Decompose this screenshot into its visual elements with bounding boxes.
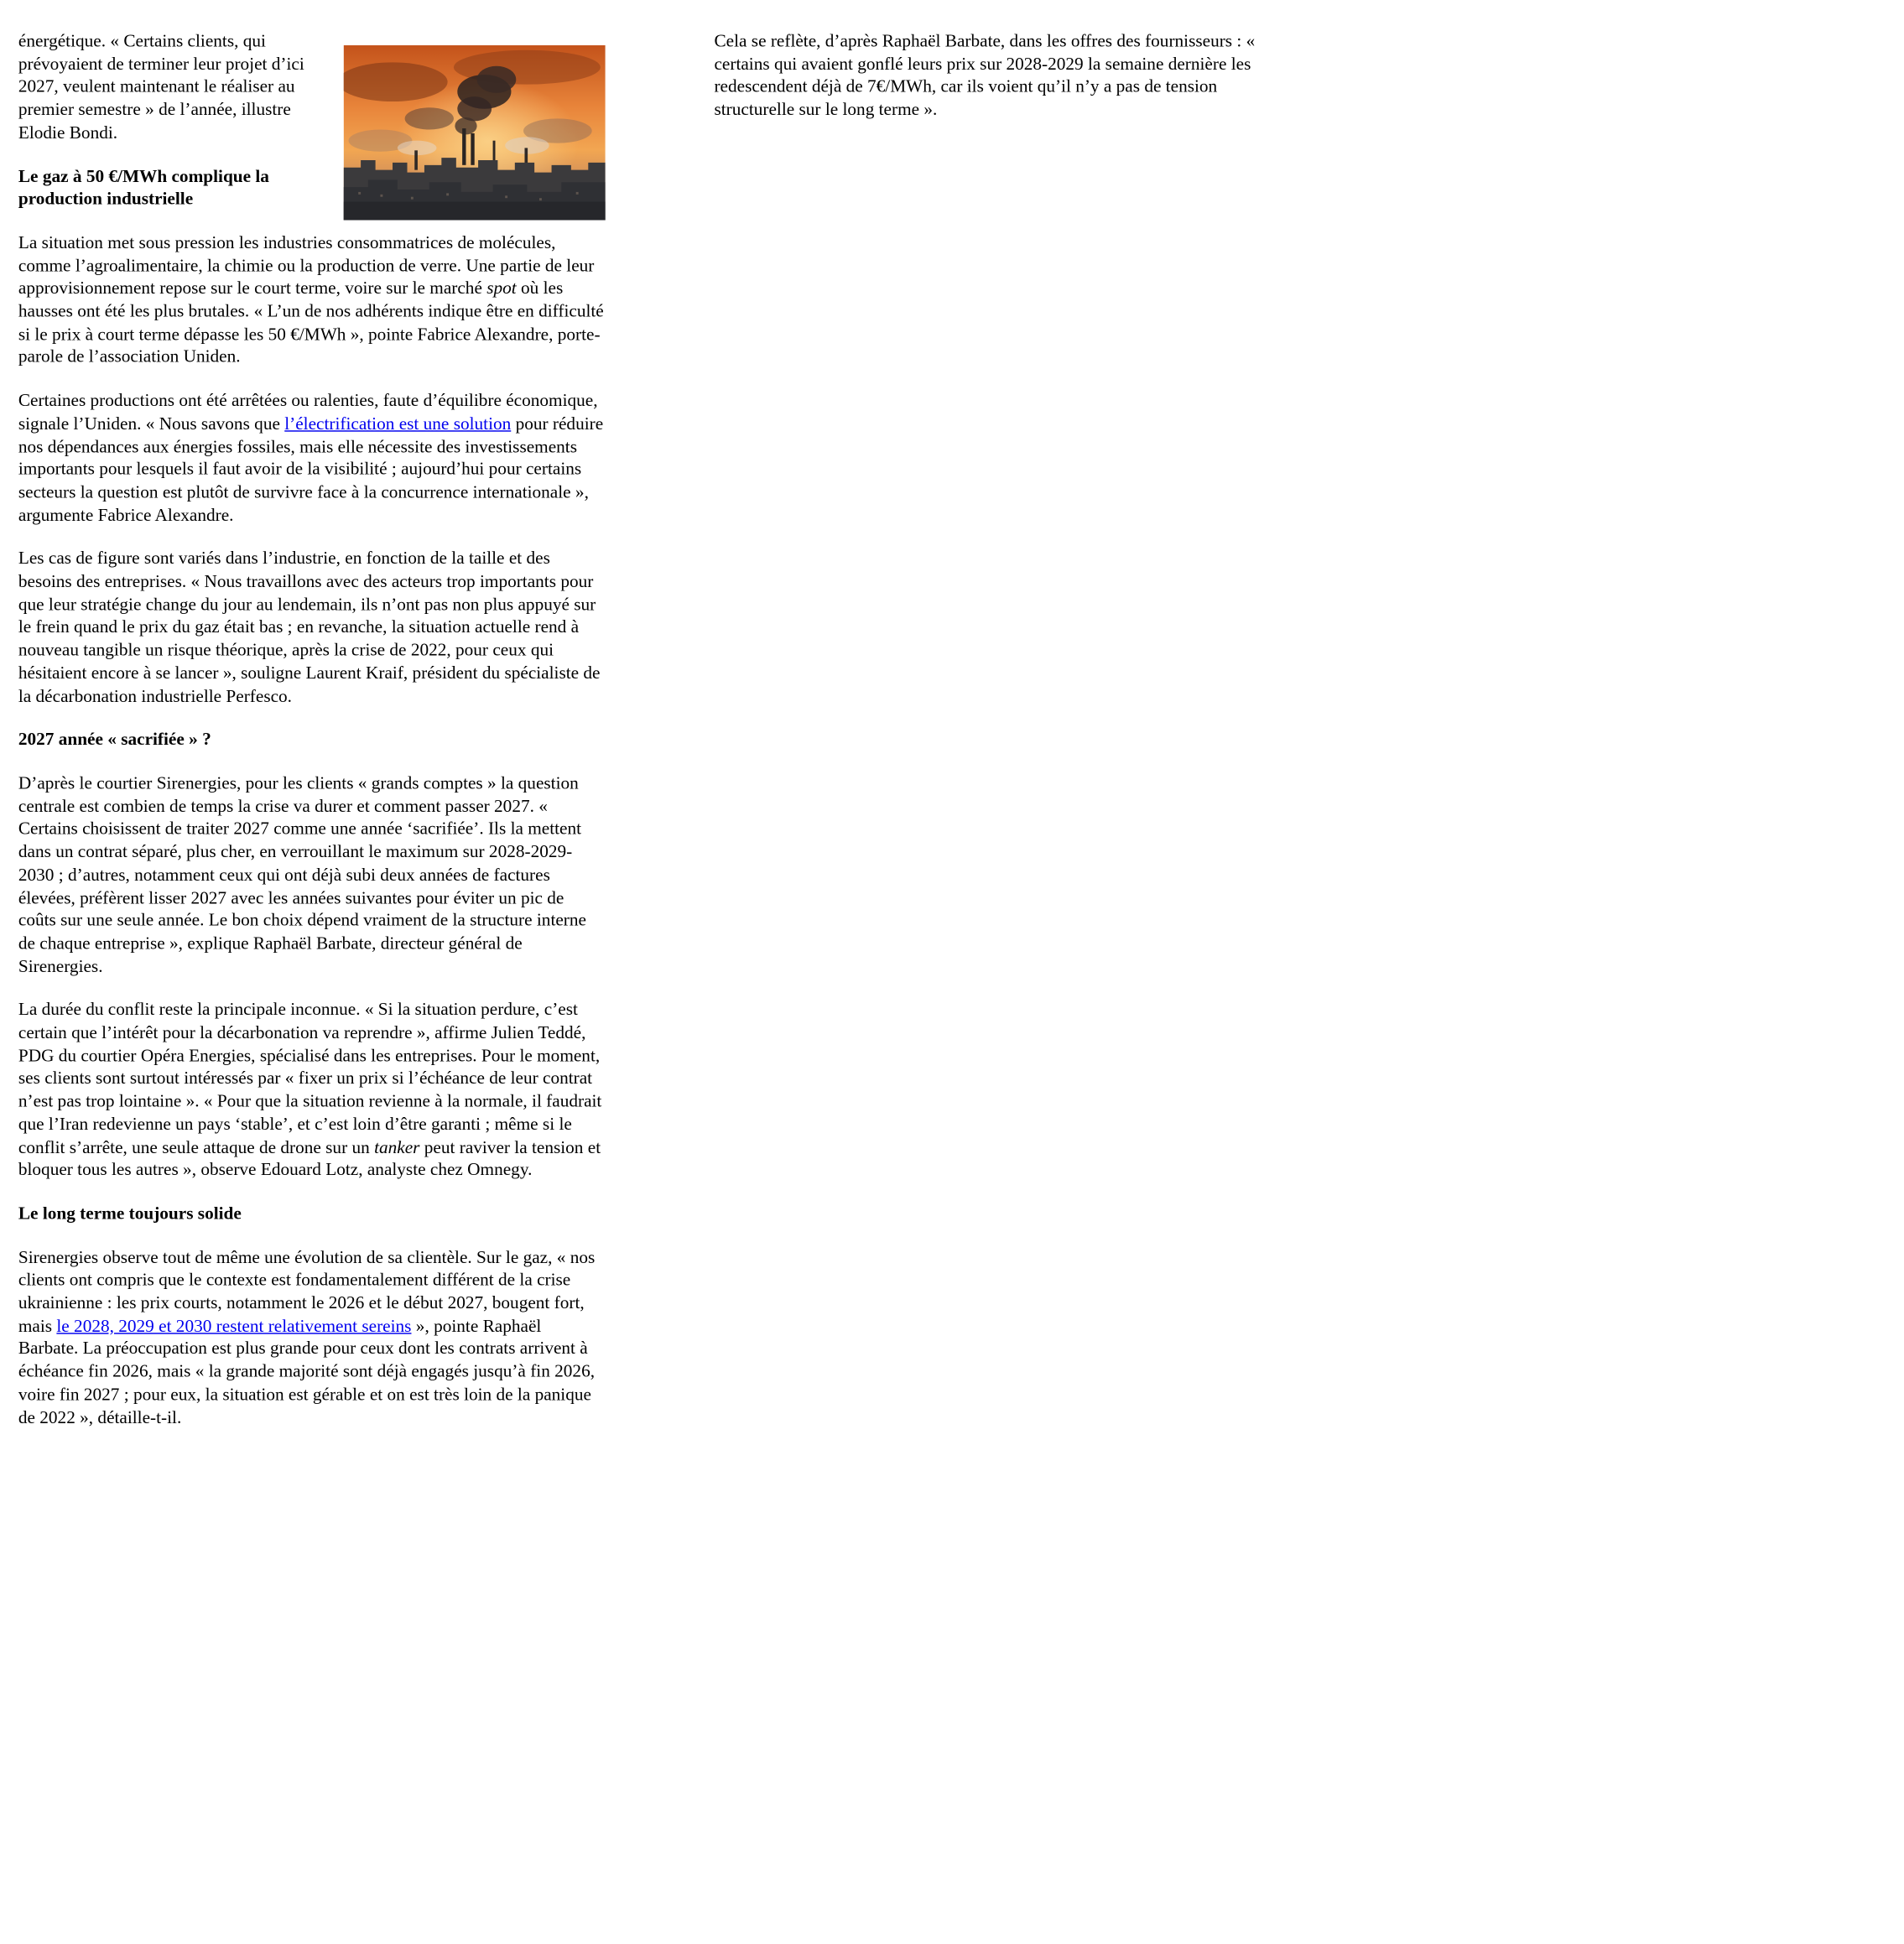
paragraph-intro: énergétique. « Certains clients, qui prévoyaient de terminer leur projet d’ici 2027, veulent maintenant le réaliser au premier semestre » de l’année, illustre Elodie Bondi. (18, 31, 304, 143)
paragraph-pression (18, 232, 606, 370)
link-electrification[interactable]: l’électrification est une solution (284, 414, 512, 434)
text-run: La durée du conflit reste la principale inconnue. « Si la situation perdure, c’est certain que l’intérêt pour la décarbonation va reprendre », affirme Julien Teddé, PDG du courtier Opéra Energies, spécialisé dans les entreprises. Pour le moment, ses clients sont surtout intéressés par « fixer un prix si l’échéance de leur contrat n’est pas trop lointaine ». « Pour que la situation revienne à la normale, il faudrait que l’Iran redevienne un pays ‘stable’, et c’est loin d’être garanti ; même si le conflit s’arrête, une seule attaque de drone sur un (18, 1001, 602, 1158)
text-run: Certaines productions ont été arrêtées ou ralenties, faute d’équilibre économique, signale l’Uniden. « Nous savons que (18, 391, 598, 434)
paragraph-sirenergies: D’après le courtier Sirenergies, pour les clients « grands comptes » la question centrale est combien de temps la crise va durer et comment passer 2027. « Certains choisissent de traiter 2027 comme une année ‘sacrifiée’. Ils la mettent dans un contrat séparé, plus cher, en verrouillant le maximum sur 2028-2029-2030 ; d’autres, notamment ceux qui ont déjà subi deux années de factures élevées, préfèrent lisser 2027 avec les années suivantes pour éviter un pic de coûts sur une seule année. Le bon choix dépend vraiment de la structure interne de chaque entreprise », explique Raphaël Barbate, directeur général de Sirenergies. (18, 773, 586, 977)
paragraph-perfesco: Les cas de figure sont variés dans l’industrie, en fonction de la taille et des besoins des entreprises. « Nous travaillons avec des acteurs trop importants pour que leur stratégie change du jour au lendemain, ils n’ont pas non plus appuyé sur le frein quand le prix du gaz était bas ; en revanche, la situation actuelle rend à nouveau tangible un risque théorique, après la crise de 2022, pour ceux qui hésitaient encore à se lancer », souligne Laurent Kraif, président du spécialiste de la décarbonation industrielle Perfesco. (18, 549, 601, 707)
text-run: où les hausses ont été les plus brutales. « L’un de nos adhérents indique être en difficulté si le prix à court terme dépasse les 50 €/MWh », pointe Fabrice Alexandre, porte-parole de l’association Uniden. (18, 278, 604, 368)
text-run: », pointe Raphaël Barbate. La préoccupation est plus grande pour ceux dont les contrats arrivent à échéance fin 2026, mais « la grande majorité sont déjà engagés jusqu’à fin 2026, voire fin 2027 ; pour eux, la situation est gérable et on est très loin de la panique de 2022 », détaille-t-il. (18, 1316, 596, 1428)
link-2028-2030[interactable]: le 2028, 2029 et 2030 restent relativement sereins (56, 1316, 412, 1337)
paragraph-uniden (18, 390, 606, 528)
text-run: La situation met sous pression les industries consommatrices de molécules, comme l’agroalimentaire, la chimie ou la production de verre. Une partie de leur approvisionnement repose sur le court terme, voire sur le marché (18, 233, 595, 299)
article-column-right (714, 30, 1295, 143)
text-run: peut raviver la tension et bloquer tous les autres », observe Edouard Lotz, analyste chez Omnegy. (18, 1137, 601, 1181)
section-heading-long-terme: Le long terme toujours solide (18, 1204, 242, 1224)
text-run: pour réduire nos dépendances aux énergies fossiles, mais elle nécessite des investissements importants pour lesquels il faut avoir de la visibilité ; aujourd’hui pour certains secteurs la question est plutôt de survivre face à la concurrence internationale », argumente Fabrice Alexandre. (18, 414, 604, 526)
text-emphasis: spot (486, 278, 517, 299)
article-column-left (18, 30, 606, 1450)
paragraph-fournisseurs: Cela se reflète, d’après Raphaël Barbate, dans les offres des fournisseurs : « certains qui avaient gonflé leurs prix sur 2028-2029 la semaine dernière les redescendent déjà de 7€/MWh, car ils voient qu’il n’y a pas de tension structurelle sur le long terme ». (714, 31, 1256, 121)
industrial-smoke-photo (344, 45, 606, 220)
section-heading-gaz: Le gaz à 50 €/MWh complique la production industrielle (18, 167, 269, 210)
text-run: Sirenergies observe tout de même une évolution de sa clientèle. Sur le gaz, « nos clients ont compris que le contexte est fondamentalement différent de la crise ukrainienne : les prix courts, notamment le 2026 et le début 2027, bougent fort, mais (18, 1248, 596, 1337)
section-heading-sacrifiee: 2027 année « sacrifiée » ? (18, 730, 211, 751)
paragraph-clientele (18, 1247, 606, 1430)
paragraph-conflit (18, 1000, 606, 1183)
text-emphasis: tanker (374, 1137, 420, 1158)
